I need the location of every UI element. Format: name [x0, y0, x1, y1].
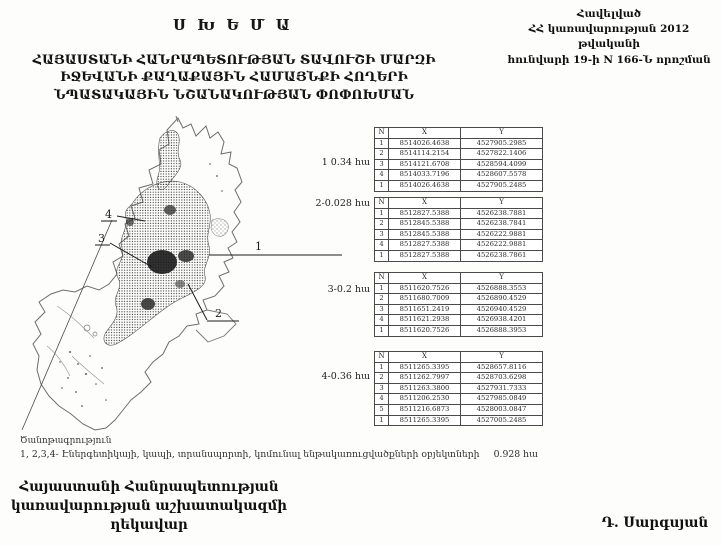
annex-reference — [500, 7, 718, 68]
coordinate-cell: 4527822.1406 — [461, 149, 543, 160]
coordinate-cell: 8512827.5388 — [389, 208, 461, 219]
coordinate-cell: 1 — [375, 362, 389, 373]
coordinate-cell: 4 — [375, 315, 389, 326]
table-row — [375, 170, 543, 181]
scheme-heading: Ս Խ Ե Մ Ա — [173, 16, 293, 34]
table-header-row — [375, 273, 543, 284]
coordinate-cell: 8511620.7526 — [389, 325, 461, 336]
column-header: X — [389, 128, 461, 139]
coordinate-cell: 4527931.7333 — [461, 383, 543, 394]
coordinate-cell: 2 — [375, 219, 389, 230]
signatory-name: Դ. Սարգսյան — [601, 515, 709, 531]
coordinate-cell: 4528703.6298 — [461, 373, 543, 384]
table-row — [375, 315, 543, 326]
table-row — [375, 404, 543, 415]
coordinate-table — [374, 127, 543, 192]
table-row — [375, 304, 543, 315]
coordinate-cell: 8511263.3800 — [389, 383, 461, 394]
coordinate-cell: 1 — [375, 180, 389, 191]
parcel-label-1: 1 0.34 հա — [321, 157, 370, 168]
coordinate-cell: 8511680.7009 — [389, 294, 461, 305]
coordinate-cell: 4526222.9881 — [461, 229, 543, 240]
coordinate-cell: 1 — [375, 325, 389, 336]
note-title: Ծանոթագրություն — [20, 436, 112, 446]
coordinate-cell: 4528657.8116 — [461, 362, 543, 373]
coordinate-table-4 — [374, 351, 543, 426]
map-callout-4-label: 4 — [105, 208, 112, 221]
table-row — [375, 415, 543, 426]
table-row — [375, 159, 543, 170]
coordinate-cell: 8512827.5388 — [389, 240, 461, 251]
coordinate-cell: 2 — [375, 373, 389, 384]
coordinate-cell: 4526890.4529 — [461, 294, 543, 305]
parcel-label-4: 4-0.36 հա — [321, 371, 370, 382]
urban-area-east-patch — [211, 219, 228, 237]
table-row — [375, 250, 543, 261]
coordinate-cell: 8514121.6708 — [389, 159, 461, 170]
column-header: N — [375, 128, 389, 139]
column-header: N — [375, 352, 389, 363]
coordinate-cell: 4528594.4099 — [461, 159, 543, 170]
coordinate-cell: 8512845.5388 — [389, 229, 461, 240]
table-row — [375, 180, 543, 191]
note-area-value: 0.928 հա — [493, 449, 538, 460]
coordinate-cell: 4526888.3553 — [461, 283, 543, 294]
column-header: X — [389, 273, 461, 284]
coordinate-cell: 2 — [375, 149, 389, 160]
table-row — [375, 229, 543, 240]
note-line — [20, 449, 538, 460]
table-header-row — [375, 128, 543, 139]
coordinate-table-3 — [374, 272, 543, 337]
column-header: N — [375, 198, 389, 209]
coordinate-cell: 8511265.3395 — [389, 362, 461, 373]
table-row — [375, 219, 543, 230]
annex-line: ՀՀ կառավարության 2012 թվականի — [528, 23, 690, 51]
coordinate-cell: 8511620.7526 — [389, 283, 461, 294]
parcel-label-2: 2-0.028 հա — [315, 198, 370, 209]
map-small-contour — [84, 325, 90, 331]
coordinate-cell: 4526940.4529 — [461, 304, 543, 315]
annex-line: հունվարի 19-ի N 166-Ն որոշման — [507, 53, 711, 66]
coordinate-cell: 8511651.2419 — [389, 304, 461, 315]
annex-line: Հավելված — [576, 8, 642, 20]
coordinate-table-1 — [374, 127, 543, 192]
coordinate-table — [374, 351, 543, 426]
coordinate-cell: 8512845.5388 — [389, 219, 461, 230]
coordinate-cell: 1 — [375, 250, 389, 261]
title-line: ԻՋԵՎԱՆԻ ՔԱՂԱՔԱՅԻՆ ՀԱՄԱՅՆՔԻ ՀՈՂԵՐԻ — [60, 70, 408, 86]
coordinate-cell: 8514026.4638 — [389, 138, 461, 149]
urban-core-blob — [141, 298, 155, 310]
coordinate-cell: 8514114.2154 — [389, 149, 461, 160]
table-row — [375, 240, 543, 251]
urban-area-north-arm — [157, 131, 181, 190]
coordinate-cell: 8511262.7997 — [389, 373, 461, 384]
coordinate-cell: 1 — [375, 208, 389, 219]
urban-core-blob — [147, 250, 177, 274]
coordinate-cell: 4527985.0849 — [461, 394, 543, 405]
signatory-org-line: Հայաստանի Հանրապետության — [19, 479, 279, 495]
column-header: X — [389, 198, 461, 209]
map-stream-lines — [47, 306, 104, 384]
column-header: X — [389, 352, 461, 363]
column-header: Y — [461, 352, 543, 363]
coordinate-table — [374, 272, 543, 337]
coordinate-cell: 4526938.4201 — [461, 315, 543, 326]
coordinate-cell: 1 — [375, 415, 389, 426]
coordinate-table — [374, 197, 543, 262]
coordinate-cell: 4 — [375, 394, 389, 405]
coordinate-cell: 4526238.7861 — [461, 250, 543, 261]
table-header-row — [375, 198, 543, 209]
coordinate-cell: 5 — [375, 404, 389, 415]
coordinate-cell: 4527905.2485 — [461, 180, 543, 191]
coordinate-cell: 8512827.5388 — [389, 250, 461, 261]
document-title — [4, 52, 464, 104]
coordinate-table-2 — [374, 197, 543, 262]
map-callout-3-label: 3 — [98, 232, 105, 245]
urban-core-blob — [175, 280, 185, 288]
signatory-organization — [6, 478, 292, 535]
table-row — [375, 149, 543, 160]
table-row — [375, 208, 543, 219]
coordinate-cell: 4527905.2985 — [461, 138, 543, 149]
coordinate-cell: 1 — [375, 138, 389, 149]
map-callout-1-label: 1 — [255, 240, 262, 253]
table-row — [375, 383, 543, 394]
coordinate-cell: 8511621.2938 — [389, 315, 461, 326]
column-header: Y — [461, 128, 543, 139]
coordinate-cell: 3 — [375, 383, 389, 394]
coordinate-cell: 2 — [375, 294, 389, 305]
coordinate-cell: 4526222.9881 — [461, 240, 543, 251]
table-row — [375, 283, 543, 294]
signatory-org-line: ղեկավար — [110, 517, 188, 534]
table-row — [375, 394, 543, 405]
table-row — [375, 362, 543, 373]
table-row — [375, 294, 543, 305]
coordinate-cell: 4526238.7841 — [461, 219, 543, 230]
coordinate-cell: 8514026.4638 — [389, 180, 461, 191]
urban-core-blob — [164, 205, 176, 215]
coordinate-cell: 4526888.3953 — [461, 325, 543, 336]
signatory-org-line: կառավարության աշխատակազմի — [10, 498, 288, 515]
title-line: ՀԱՅԱՍՏԱՆԻ ՀԱՆՐԱՊԵՏՈՒԹՅԱՆ ՏԱՎՈՒՇԻ ՄԱՐԶԻ — [32, 53, 436, 68]
table-row — [375, 325, 543, 336]
parcel-label-3: 3-0.2 հա — [327, 284, 370, 295]
column-header: Y — [461, 273, 543, 284]
table-header-row — [375, 352, 543, 363]
coordinate-cell: 3 — [375, 229, 389, 240]
coordinate-cell: 4527005.2485 — [461, 415, 543, 426]
coordinate-cell: 3 — [375, 159, 389, 170]
coordinate-cell: 8511265.3395 — [389, 415, 461, 426]
table-row — [375, 138, 543, 149]
coordinate-cell: 8511216.6873 — [389, 404, 461, 415]
coordinate-cell: 4528003.0847 — [461, 404, 543, 415]
title-line: ՆՊԱՏԱԿԱՅԻՆ ՆՇԱՆԱԿՈՒԹՅԱՆ ՓՈՓՈԽՄԱՆ — [53, 87, 415, 103]
coordinate-cell: 3 — [375, 304, 389, 315]
coordinate-cell: 4 — [375, 170, 389, 181]
coordinate-cell: 4528607.5578 — [461, 170, 543, 181]
coordinate-cell: 1 — [375, 283, 389, 294]
column-header: Y — [461, 198, 543, 209]
urban-core-blob — [178, 250, 194, 262]
column-header: N — [375, 273, 389, 284]
coordinate-cell: 4 — [375, 240, 389, 251]
note-description: 1, 2,3,4- Էներգետիկայի, կապի, տրանսպորտի, կոմունալ ենթակառուցվածքների օբյեկտների — [20, 449, 480, 460]
map-small-contour — [93, 332, 97, 336]
map-diagonal-line — [22, 220, 112, 430]
map-callout-2-label: 2 — [215, 307, 222, 320]
table-row — [375, 373, 543, 384]
coordinate-cell: 8514033.7196 — [389, 170, 461, 181]
coordinate-cell: 4526238.7881 — [461, 208, 543, 219]
coordinate-cell: 8511206.2530 — [389, 394, 461, 405]
